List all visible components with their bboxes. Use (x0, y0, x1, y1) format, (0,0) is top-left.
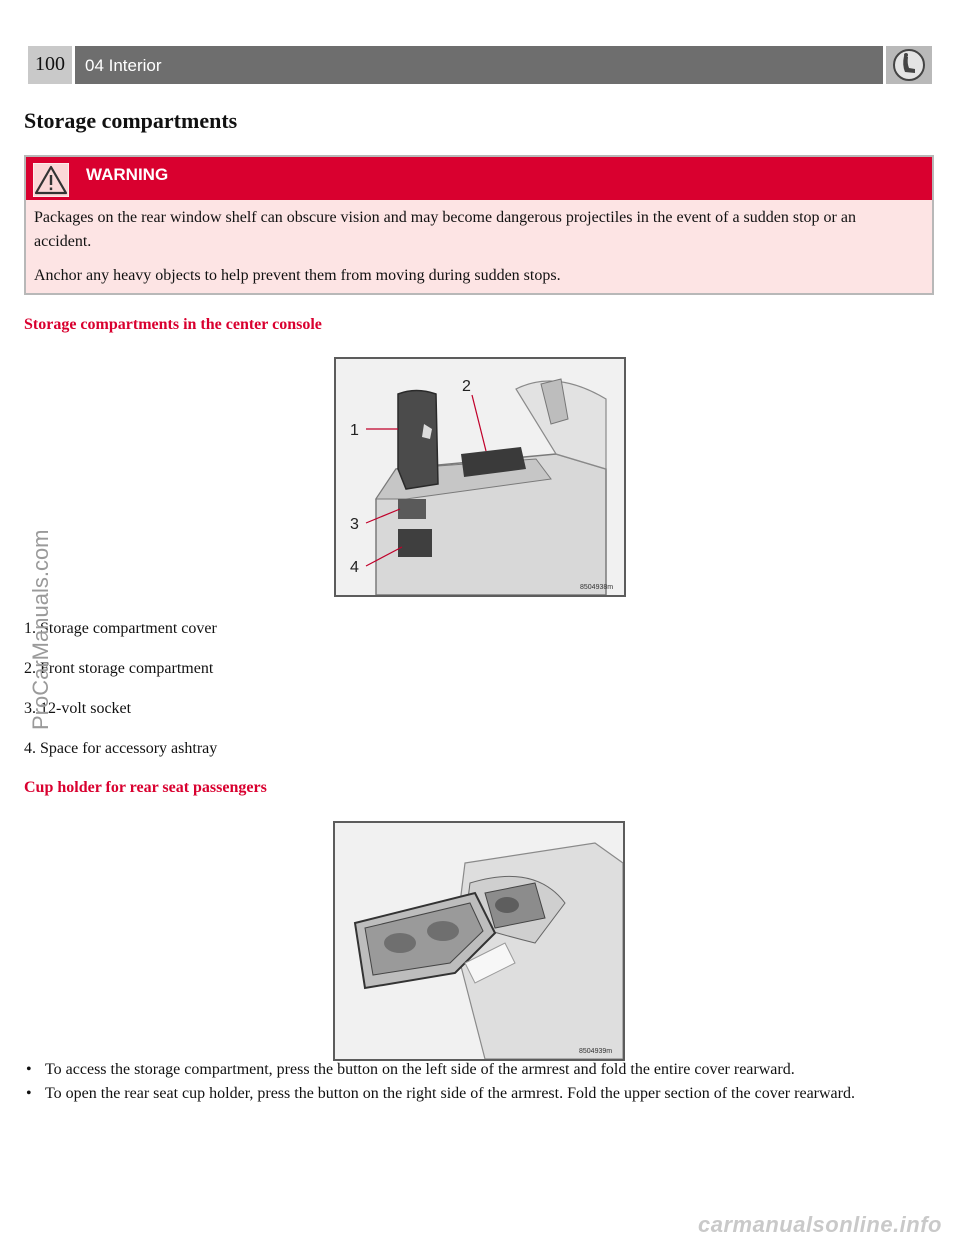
seat-icon (886, 46, 932, 84)
list-item (20, 1083, 920, 1105)
warning-box (24, 155, 934, 295)
bullet: • (26, 1085, 32, 1102)
list-item: 4. Space for accessory ashtray (24, 740, 218, 757)
bottom-watermark: carmanualsonline.info (698, 1212, 942, 1237)
warning-header (26, 157, 932, 200)
figure-label-1: 1 (350, 422, 359, 439)
warning-paragraph-1: Packages on the rear window shelf can obscure vision and may become dangerous projectiles in the event of a sudden stop or an accident. (34, 209, 856, 250)
figure-label-2: 2 (462, 378, 471, 395)
page-number: 100 (28, 46, 72, 84)
page-title: Storage compartments (24, 108, 238, 133)
cup-holder-heading: Cup holder for rear seat passengers (24, 779, 267, 796)
figure-code: 8504938m (580, 584, 614, 591)
instruction-list (20, 1059, 920, 1107)
list-item: 2. Front storage compartment (24, 660, 214, 677)
figure-label-4: 4 (350, 559, 359, 576)
bullet-text: To open the rear seat cup holder, press the button on the right side of the armrest. Fold the upper section of the cover rearward. (45, 1085, 855, 1102)
cup-holder-figure (333, 821, 625, 1061)
figure-code: 8504939m (579, 1048, 613, 1055)
warning-paragraph-2: Anchor any heavy objects to help prevent them from moving during sudden stops. (34, 267, 561, 284)
center-console-figure (334, 357, 626, 597)
warning-label: WARNING (86, 165, 169, 184)
list-item (20, 1059, 920, 1081)
section-title: 04 Interior (75, 46, 883, 84)
side-watermark: ProCarManuals.com (28, 529, 53, 730)
bullet: • (26, 1061, 32, 1078)
list-item: 3. 12-volt socket (24, 700, 132, 717)
bullet-text: To access the storage compartment, press the button on the left side of the armrest and fold the entire cover rearward. (45, 1061, 795, 1078)
warning-triangle-icon (33, 163, 69, 197)
center-console-heading: Storage compartments in the center console (24, 316, 322, 333)
page-header (28, 46, 932, 84)
figure-label-3: 3 (350, 516, 359, 533)
list-item: 1. Storage compartment cover (24, 620, 217, 637)
